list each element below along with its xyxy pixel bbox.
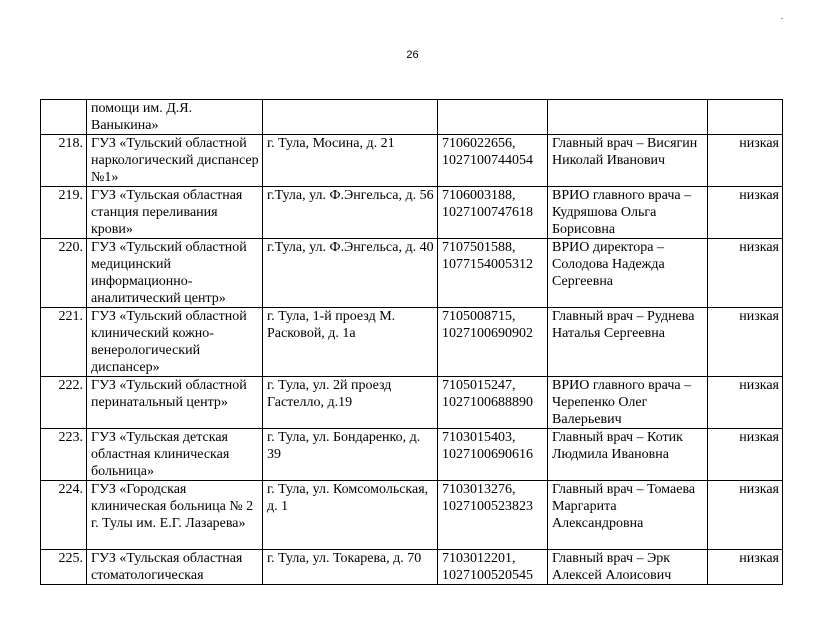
organization-name: ГУЗ «Тульский областной перинатальный центр» — [87, 377, 263, 429]
registry-table — [40, 99, 783, 585]
organization-name: ГУЗ «Тульская детская областная клиническая больница» — [87, 429, 263, 481]
risk-category: низкая — [708, 550, 783, 585]
head-of-organization: Главный врач – Томаева Маргарита Александровна — [548, 481, 708, 550]
inn-ogrn: 7105008715, 1027100690902 — [438, 308, 548, 377]
organization-name: ГУЗ «Тульская областная стоматологическая — [87, 550, 263, 585]
organization-address: г. Тула, Мосина, д. 21 — [263, 135, 438, 187]
organization-address: г.Тула, ул. Ф.Энгельса, д. 56 — [263, 187, 438, 239]
risk-category: низкая — [708, 308, 783, 377]
row-number: 222. — [41, 377, 87, 429]
table-row — [41, 481, 783, 550]
table-row — [41, 550, 783, 585]
head-of-organization: ВРИО директора – Солодова Надежда Сергеевна — [548, 239, 708, 308]
organization-name: ГУЗ «Тульская областная станция переливания крови» — [87, 187, 263, 239]
table-row — [41, 239, 783, 308]
head-of-organization: Главный врач – Котик Людмила Ивановна — [548, 429, 708, 481]
organization-address: г. Тула, 1-й проезд М. Расковой, д. 1а — [263, 308, 438, 377]
inn-ogrn: 7105015247, 1027100688890 — [438, 377, 548, 429]
inn-ogrn: 7106003188, 1027100747618 — [438, 187, 548, 239]
inn-ogrn: 7107501588, 1077154005312 — [438, 239, 548, 308]
organization-address: г. Тула, ул. 2й проезд Гастелло, д.19 — [263, 377, 438, 429]
organization-address — [263, 100, 438, 135]
scan-speck — [781, 18, 783, 19]
table-row — [41, 135, 783, 187]
page-number: 26 — [406, 49, 419, 61]
organization-address: г. Тула, ул. Комсомольская, д. 1 — [263, 481, 438, 550]
row-number: 218. — [41, 135, 87, 187]
row-number: 223. — [41, 429, 87, 481]
organization-name: помощи им. Д.Я. Ваныкина» — [87, 100, 263, 135]
table-row — [41, 100, 783, 135]
row-number: 221. — [41, 308, 87, 377]
row-number: 220. — [41, 239, 87, 308]
table-row — [41, 377, 783, 429]
risk-category: низкая — [708, 239, 783, 308]
table-row — [41, 429, 783, 481]
inn-ogrn: 7103015403, 1027100690616 — [438, 429, 548, 481]
organization-address: г. Тула, ул. Бондаренко, д. 39 — [263, 429, 438, 481]
row-number: 225. — [41, 550, 87, 585]
risk-category: низкая — [708, 429, 783, 481]
head-of-organization: Главный врач – Эрк Алексей Алоисович — [548, 550, 708, 585]
organization-name: ГУЗ «Городская клиническая больница № 2 г. Тулы им. Е.Г. Лазарева» — [87, 481, 263, 550]
inn-ogrn: 7103013276, 1027100523823 — [438, 481, 548, 550]
inn-ogrn: 7103012201, 1027100520545 — [438, 550, 548, 585]
organization-name: ГУЗ «Тульский областной наркологический диспансер №1» — [87, 135, 263, 187]
risk-category: низкая — [708, 377, 783, 429]
risk-category: низкая — [708, 481, 783, 550]
row-number: 219. — [41, 187, 87, 239]
organization-name: ГУЗ «Тульский областной клинический кожно-венерологический диспансер» — [87, 308, 263, 377]
table-row — [41, 187, 783, 239]
inn-ogrn — [438, 100, 548, 135]
inn-ogrn: 7106022656, 1027100744054 — [438, 135, 548, 187]
organization-address: г.Тула, ул. Ф.Энгельса, д. 40 — [263, 239, 438, 308]
risk-category — [708, 100, 783, 135]
table-row — [41, 308, 783, 377]
head-of-organization: Главный врач – Руднева Наталья Сергеевна — [548, 308, 708, 377]
row-number: 224. — [41, 481, 87, 550]
risk-category: низкая — [708, 187, 783, 239]
organization-name: ГУЗ «Тульский областной медицинский информационно-аналитический центр» — [87, 239, 263, 308]
head-of-organization — [548, 100, 708, 135]
organization-address: г. Тула, ул. Токарева, д. 70 — [263, 550, 438, 585]
head-of-organization: ВРИО главного врача – Черепенко Олег Валерьевич — [548, 377, 708, 429]
head-of-organization: ВРИО главного врача – Кудряшова Ольга Борисовна — [548, 187, 708, 239]
risk-category: низкая — [708, 135, 783, 187]
row-number — [41, 100, 87, 135]
head-of-organization: Главный врач – Висягин Николай Иванович — [548, 135, 708, 187]
